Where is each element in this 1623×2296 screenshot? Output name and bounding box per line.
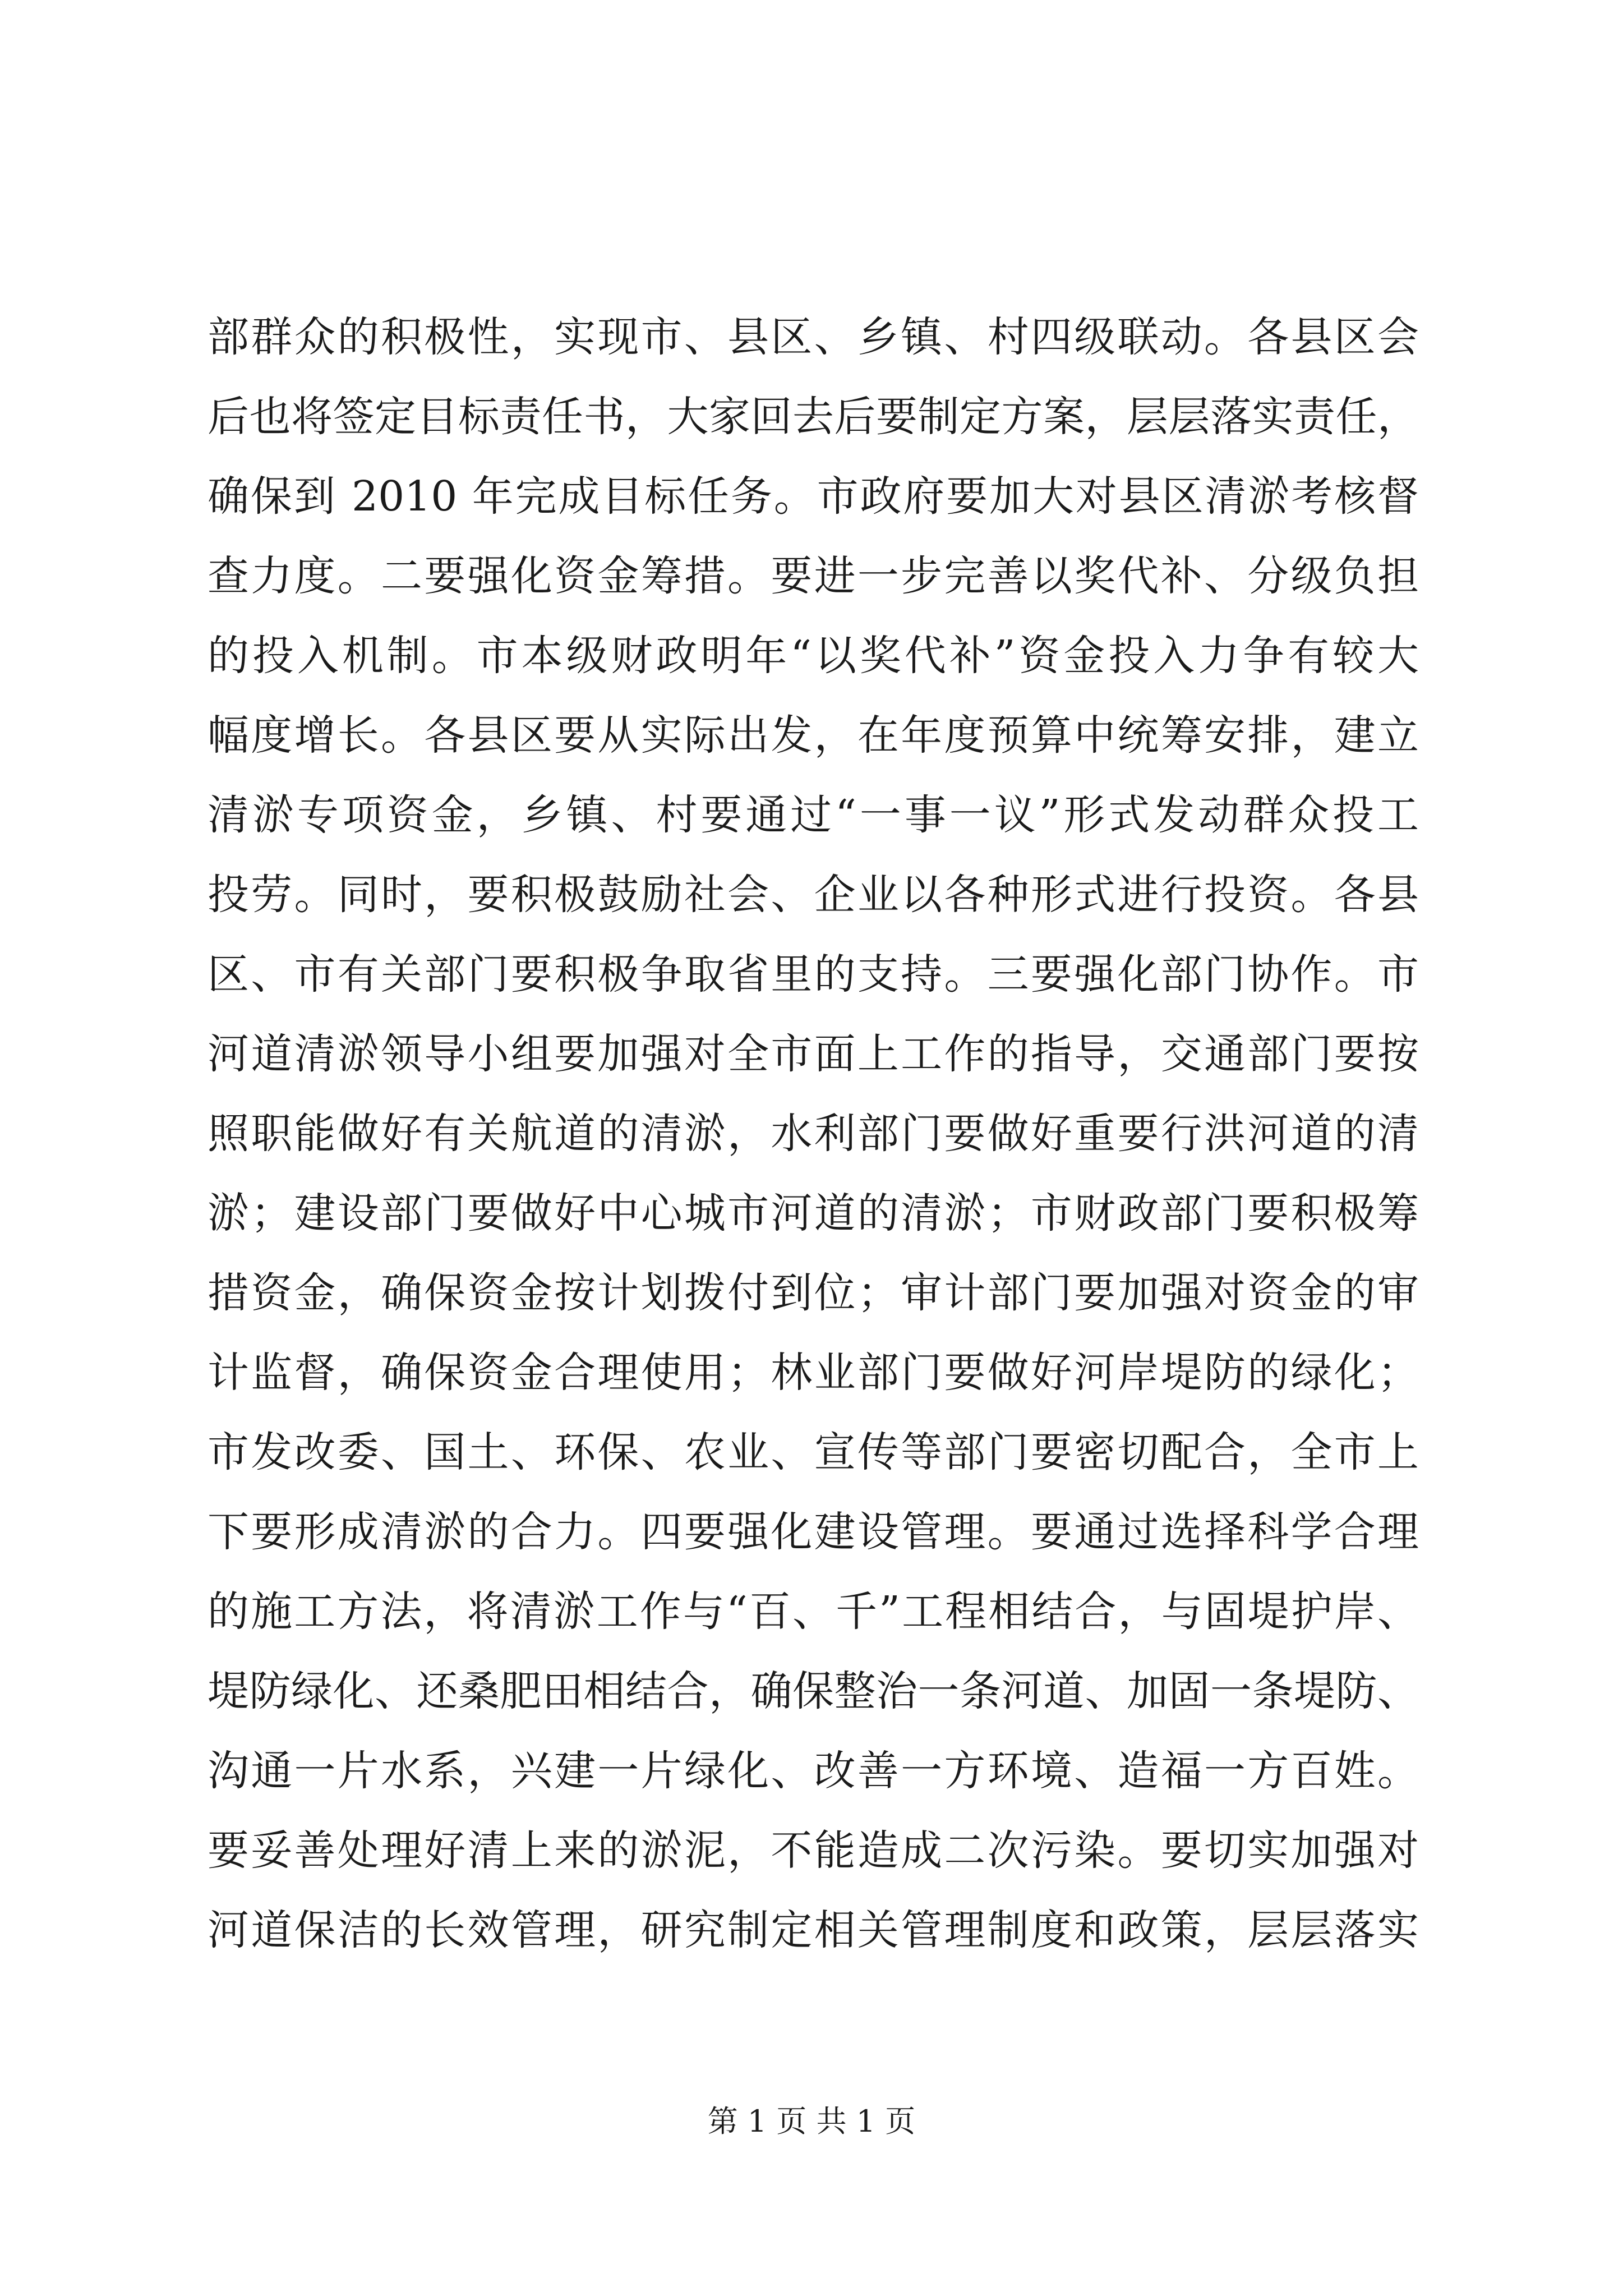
- text-line: 投劳。同时，要积极鼓励社会、企业以各种形式进行投资。各县: [208, 871, 1419, 919]
- text-line: 部群众的积极性，实现市、县区、乡镇、村四级联动。各县区会: [208, 313, 1419, 361]
- page-number-footer: 第 1 页 共 1 页: [707, 2104, 916, 2139]
- text-line: 照职能做好有关航道的清淤，水利部门要做好重要行洪河道的清: [208, 1110, 1419, 1158]
- text-line: 措资金，确保资金按计划拨付到位；审计部门要加强对资金的审: [208, 1269, 1419, 1317]
- text-line: 查力度。二要强化资金筹措。要进一步完善以奖代补、分级负担: [208, 552, 1419, 600]
- text-line: 清淤专项资金，乡镇、村要通过“一事一议”形式发动群众投工: [208, 791, 1419, 839]
- text-line: 河道清淤领导小组要加强对全市面上工作的指导，交通部门要按: [208, 1030, 1419, 1078]
- text-line: 下要形成清淤的合力。四要强化建设管理。要通过选择科学合理: [208, 1508, 1419, 1556]
- text-line: 区、市有关部门要积极争取省里的支持。三要强化部门协作。市: [208, 950, 1419, 999]
- text-line: 的投入机制。市本级财政明年“以奖代补”资金投入力争有较大: [208, 632, 1419, 680]
- text-line: 堤防绿化、还桑肥田相结合，确保整治一条河道、加固一条堤防、: [208, 1667, 1419, 1715]
- text-line: 后也将签定目标责任书，大家回去后要制定方案，层层落实责任，: [208, 393, 1419, 441]
- text-line: 确保到 2010 年完成目标任务。市政府要加大对县区清淤考核督: [208, 472, 1419, 521]
- text-line: 市发改委、国土、环保、农业、宣传等部门要密切配合，全市上: [208, 1428, 1419, 1476]
- text-line: 计监督，确保资金合理使用；林业部门要做好河岸堤防的绿化；: [208, 1349, 1419, 1397]
- text-line: 的施工方法，将清淤工作与“百、千”工程相结合，与固堤护岸、: [208, 1588, 1419, 1636]
- text-line: 淤；建设部门要做好中心城市河道的清淤；市财政部门要积极筹: [208, 1189, 1419, 1237]
- text-line: 沟通一片水系，兴建一片绿化、改善一方环境、造福一方百姓。: [208, 1747, 1419, 1795]
- body-paragraph: [208, 297, 1419, 1970]
- text-line: 河道保洁的长效管理，研究制定相关管理制度和政策，层层落实: [208, 1906, 1419, 1954]
- text-line: 幅度增长。各县区要从实际出发，在年度预算中统筹安排，建立: [208, 711, 1419, 760]
- text-line: 要妥善处理好清上来的淤泥，不能造成二次污染。要切实加强对: [208, 1826, 1419, 1875]
